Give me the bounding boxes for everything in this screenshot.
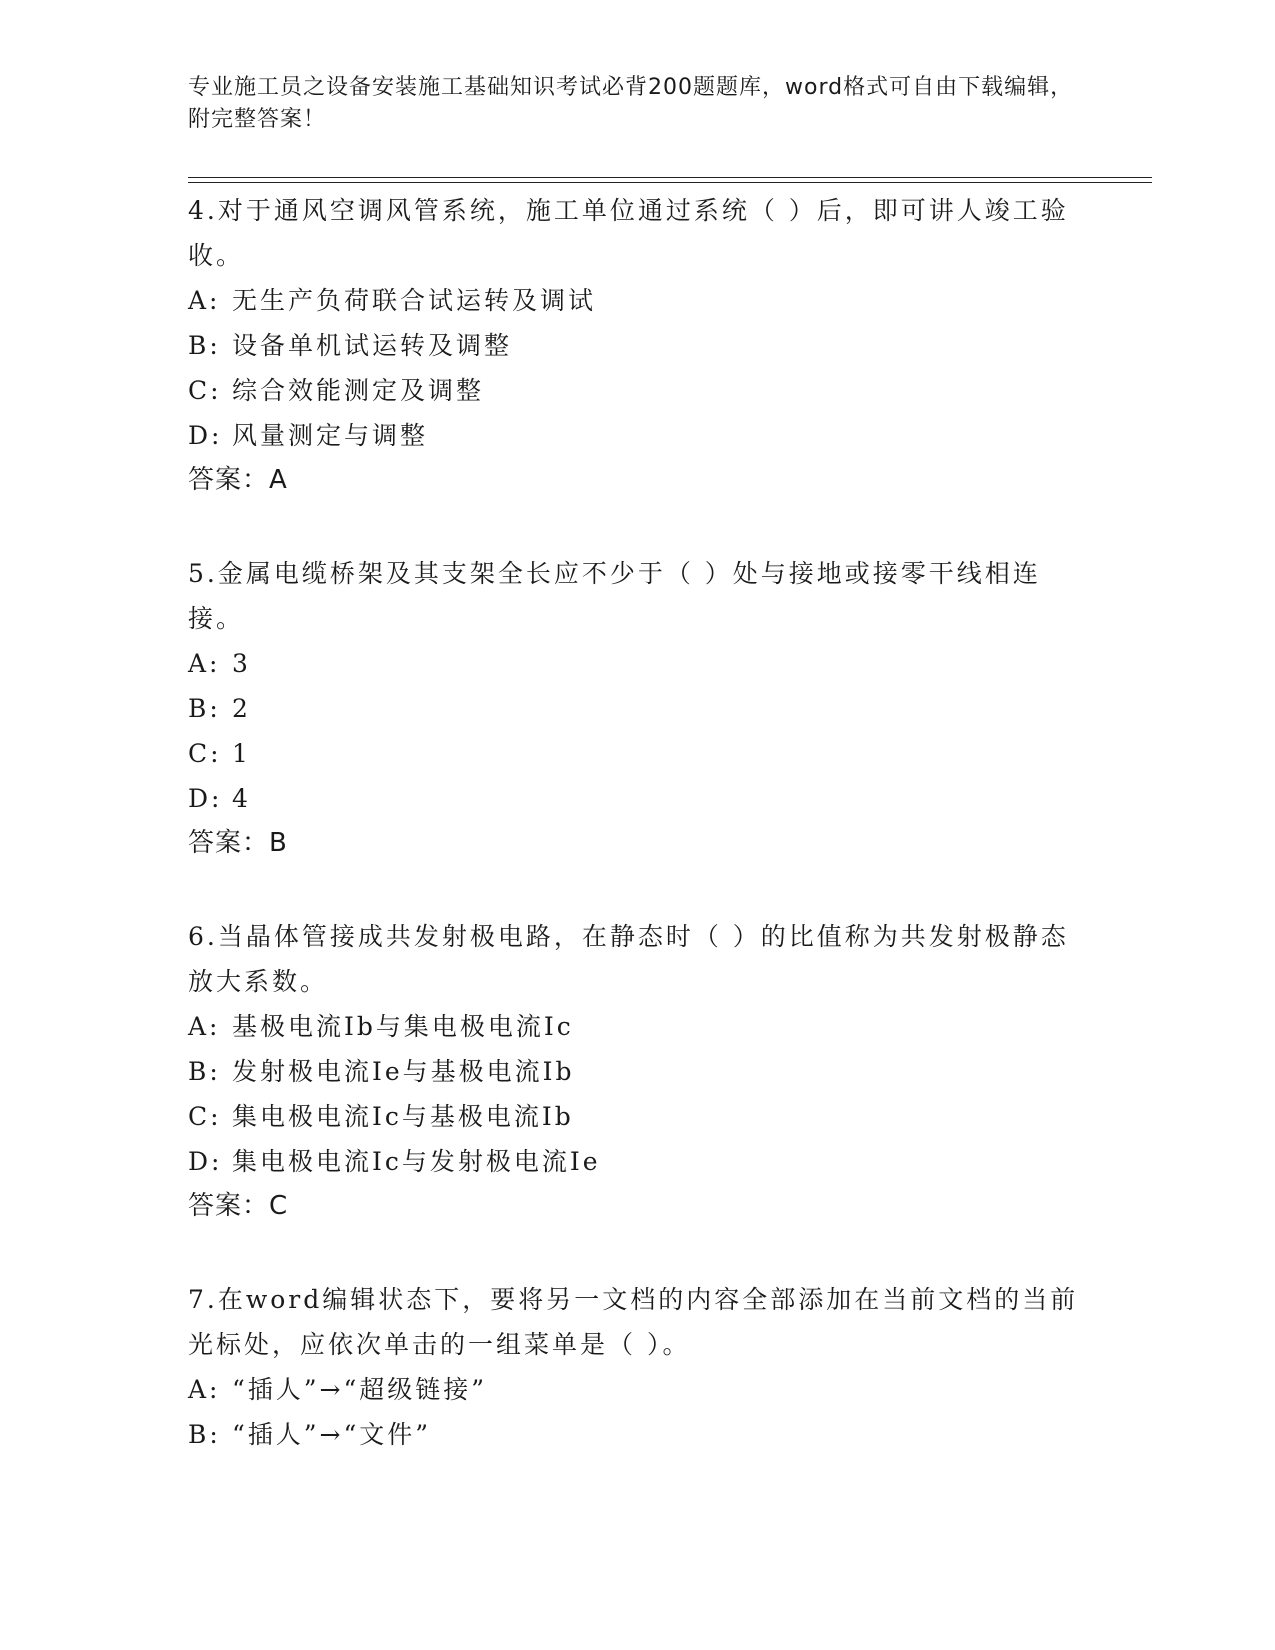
option-text: 无生产负荷联合试运转及调试 xyxy=(232,286,597,315)
option-letter: D: xyxy=(188,1147,223,1176)
question-block xyxy=(188,551,1088,866)
option-text: 4 xyxy=(232,784,251,813)
option-text: 集电极电流Ic与发射极电流Ie xyxy=(232,1147,601,1176)
option-d xyxy=(188,776,1088,821)
option-c xyxy=(188,1094,1088,1139)
option-letter: B: xyxy=(188,1057,221,1086)
option-b xyxy=(188,323,1088,368)
option-text: 集电极电流Ic与基极电流Ib xyxy=(232,1102,574,1131)
answer-line: 答案：A xyxy=(188,465,288,495)
question-text: 7.在word编辑状态下，要将另一文档的内容全部添加在当前文档的当前光标处，应依次单击的一组菜单是（ ）。 xyxy=(188,1285,1079,1359)
question-block xyxy=(188,1277,1088,1457)
option-letter: B: xyxy=(188,331,221,360)
option-letter: A: xyxy=(188,1375,221,1404)
answer-line: 答案：C xyxy=(188,1191,289,1221)
option-letter: A: xyxy=(188,286,221,315)
option-letter: A: xyxy=(188,1012,221,1041)
option-letter: A: xyxy=(188,649,221,678)
option-letter: C: xyxy=(188,376,222,405)
question-block xyxy=(188,914,1088,1229)
question-text: 4.对于通风空调风管系统，施工单位通过系统（ ）后，即可讲人竣工验收。 xyxy=(188,196,1069,270)
option-letter: D: xyxy=(188,421,223,450)
option-a xyxy=(188,1367,1088,1412)
option-c xyxy=(188,368,1088,413)
option-a xyxy=(188,1004,1088,1049)
option-text: 设备单机试运转及调整 xyxy=(232,331,513,360)
option-letter: D: xyxy=(188,784,223,813)
option-a xyxy=(188,641,1088,686)
option-a xyxy=(188,278,1088,323)
question-text: 6.当晶体管接成共发射极电路，在静态时（ ）的比值称为共发射极静态放大系数。 xyxy=(188,922,1069,996)
option-text: 发射极电流Ie与基极电流Ib xyxy=(232,1057,575,1086)
answer-line: 答案：B xyxy=(188,828,288,858)
option-b xyxy=(188,1049,1088,1094)
option-letter: B: xyxy=(188,1420,221,1449)
option-text: 2 xyxy=(232,694,251,723)
option-text: 基极电流Ib与集电极电流Ic xyxy=(232,1012,574,1041)
option-text: 综合效能测定及调整 xyxy=(232,376,485,405)
option-text: 3 xyxy=(232,649,251,678)
option-text: 风量测定与调整 xyxy=(232,421,429,450)
header-divider-bottom xyxy=(188,182,1152,183)
option-letter: C: xyxy=(188,739,222,768)
option-b xyxy=(188,1412,1088,1457)
option-text: 1 xyxy=(232,739,251,768)
question-block xyxy=(188,188,1088,503)
option-text: “插人”→“超级链接” xyxy=(232,1375,488,1404)
option-letter: C: xyxy=(188,1102,222,1131)
option-d xyxy=(188,1139,1088,1184)
option-text: “插人”→“文件” xyxy=(232,1420,432,1449)
question-text: 5.金属电缆桥架及其支架全长应不少于（ ）处与接地或接零干线相连接。 xyxy=(188,559,1041,633)
document-header: 专业施工员之设备安装施工基础知识考试必背200题题库，word格式可自由下载编辑，附完整答案！ xyxy=(188,75,1074,132)
option-d xyxy=(188,413,1088,458)
option-c xyxy=(188,731,1088,776)
header-divider-top xyxy=(188,177,1152,178)
option-letter: B: xyxy=(188,694,221,723)
option-b xyxy=(188,686,1088,731)
